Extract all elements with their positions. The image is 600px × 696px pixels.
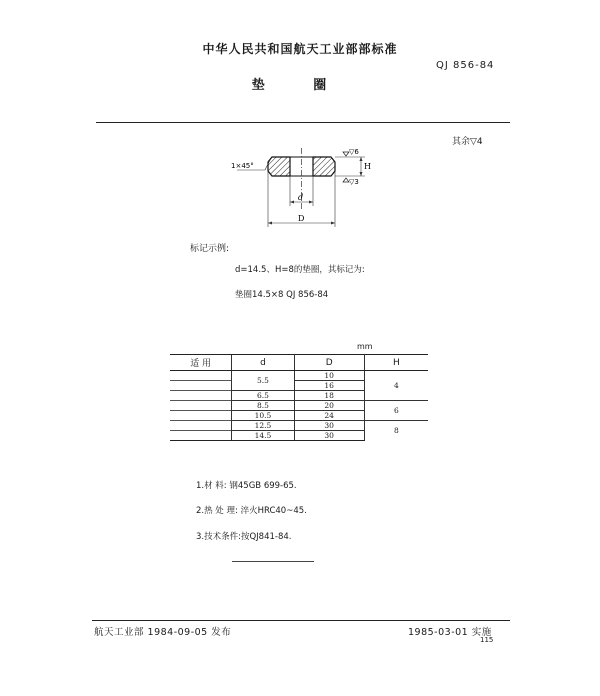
table-unit: mm [357,342,373,351]
cell-H: 4 [364,371,428,401]
document-title: 垫 圈 [251,78,349,93]
note-technical-conditions: 3.技术条件:按QJ841-84. [196,532,292,542]
cell-D: 20 [294,401,364,411]
cell-d: 12.5 [232,421,294,431]
header-d: d [232,355,294,371]
cell-H: 6 [364,401,428,421]
header-H: H [364,355,428,371]
table-row [170,421,428,431]
table-header-row [170,355,428,371]
cell-d: 5.5 [232,371,294,391]
standard-title: 中华人民共和国航天工业部部标准 [202,42,398,56]
cell-D: 30 [294,421,364,431]
cell-D: 30 [294,431,364,441]
marking-result: 垫圈14.5×8 QJ 856-84 [235,290,329,300]
cell-D: 24 [294,411,364,421]
header-D: D [294,355,364,371]
chamfer-label: 1×45° [231,162,254,170]
note-material: 1.材 料: 钢45GB 699-65. [196,481,297,491]
cell-D: 18 [294,391,364,401]
cell-D: 10 [294,371,364,381]
cell-d: 10.5 [232,411,294,421]
header-applicable: 适 用 [170,355,232,371]
dim-d-inner-label: d [298,193,304,202]
washer-section-left [268,157,290,176]
table-row [170,401,428,411]
footer-effective: 1985-03-01 实施 [408,627,492,638]
standard-code: QJ 856-84 [436,60,495,71]
end-line [232,561,314,562]
note-heat-treatment: 2.热 处 理: 淬火HRC40~45. [196,506,307,516]
cell-d: 6.5 [232,391,294,401]
dim-h-label: H [364,162,371,171]
table-row [170,371,428,381]
footer-page-number: 115 [480,636,494,644]
cell-H: 8 [364,421,428,441]
washer-drawing [225,140,395,240]
cell-d: 8.5 [232,401,294,411]
marking-heading: 标记示例: [190,244,230,254]
washer-section-right [313,157,335,176]
roughness-top-label: ▽6 [349,148,359,156]
marking-example: d=14.5、H=8的垫圈，其标记为: [235,265,365,275]
dim-d-outer-label: D [298,214,305,223]
header-divider [96,122,510,123]
footer-issuer: 航天工业部 1984-09-05 发布 [94,627,232,638]
cell-d: 14.5 [232,431,294,441]
roughness-bottom-label: ▽3 [349,178,359,186]
roughness-note: 其余▽4 [452,137,483,147]
cell-D: 16 [294,381,364,391]
spec-table [170,354,428,441]
footer-divider [92,620,510,621]
